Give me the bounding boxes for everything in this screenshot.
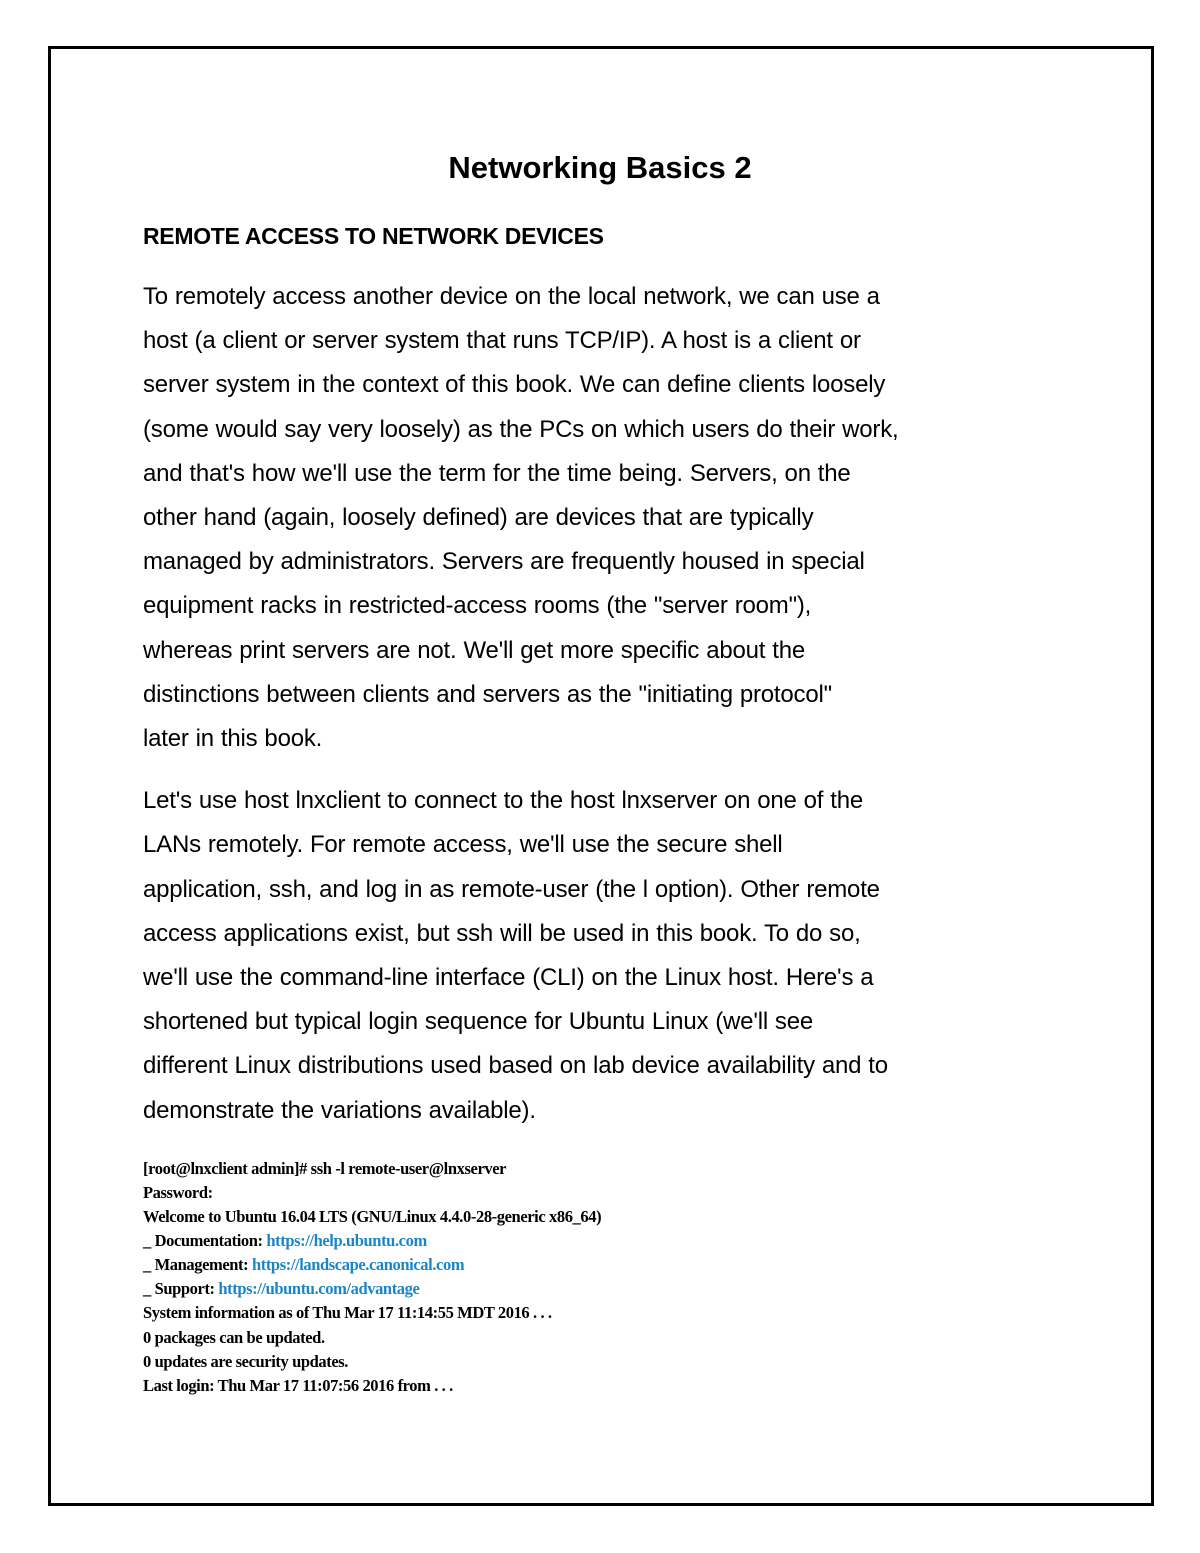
paragraph-remote-access-intro xyxy=(143,275,1073,761)
paragraph-line: LANs remotely. For remote access, we'll use the secure shell xyxy=(143,831,783,859)
paragraph-line: other hand (again, loosely defined) are devices that are typically xyxy=(143,504,814,532)
document-title: Networking Basics 2 xyxy=(448,150,752,185)
terminal-documentation-line xyxy=(143,1229,1073,1253)
paragraph-line: application, ssh, and log in as remote-user (the l option). Other remote xyxy=(143,875,880,903)
terminal-welcome: Welcome to Ubuntu 16.04 LTS (GNU/Linux 4.4.0-28-generic x86_64) xyxy=(143,1207,602,1227)
paragraph-line: different Linux distributions used based on lab device availability and to xyxy=(143,1052,888,1080)
paragraph-line: we'll use the command-line interface (CLI) on the Linux host. Here's a xyxy=(143,964,874,992)
paragraph-line: later in this book. xyxy=(143,725,323,753)
paragraph-line: equipment racks in restricted-access rooms (the "server room"), xyxy=(143,592,812,620)
paragraph-line: server system in the context of this book. We can define clients loosely xyxy=(143,371,886,399)
terminal-system-info: System information as of Thu Mar 17 11:14:55 MDT 2016 . . . xyxy=(143,1303,552,1323)
support-label: _ Support: xyxy=(143,1279,219,1299)
management-label: _ Management: xyxy=(143,1255,252,1275)
paragraph-line: access applications exist, but ssh will be used in this book. To do so, xyxy=(143,919,861,947)
paragraph-line: Let's use host lnxclient to connect to the host lnxserver on one of the xyxy=(143,787,863,815)
terminal-output xyxy=(143,1157,1073,1398)
document-content xyxy=(143,145,1073,1398)
paragraph-ssh-login xyxy=(143,779,1073,1133)
terminal-password-prompt: Password: xyxy=(143,1182,213,1202)
paragraph-line: shortened but typical login sequence for Ubuntu Linux (we'll see xyxy=(143,1008,814,1036)
paragraph-line: demonstrate the variations available). xyxy=(143,1096,536,1124)
paragraph-line: (some would say very loosely) as the PCs on which users do their work, xyxy=(143,415,899,443)
terminal-support-line xyxy=(143,1277,1073,1301)
paragraph-line: managed by administrators. Servers are frequently housed in special xyxy=(143,548,865,576)
paragraph-line: host (a client or server system that runs TCP/IP). A host is a client or xyxy=(143,327,861,355)
terminal-security-updates: 0 updates are security updates. xyxy=(143,1351,349,1371)
paragraph-line: whereas print servers are not. We'll get more specific about the xyxy=(143,636,805,664)
support-link[interactable]: https://ubuntu.com/advantage xyxy=(218,1279,420,1299)
terminal-command: [root@lnxclient admin]# ssh -l remote-user@lnxserver xyxy=(143,1158,507,1178)
paragraph-line: To remotely access another device on the local network, we can use a xyxy=(143,283,880,310)
terminal-management-line xyxy=(143,1253,1073,1277)
paragraph-line: and that's how we'll use the term for the time being. Servers, on the xyxy=(143,459,851,487)
terminal-packages: 0 packages can be updated. xyxy=(143,1327,325,1347)
documentation-link[interactable]: https://help.ubuntu.com xyxy=(266,1231,427,1251)
terminal-last-login: Last login: Thu Mar 17 11:07:56 2016 from . . . xyxy=(143,1375,453,1395)
paragraph-line: distinctions between clients and servers as the "initiating protocol" xyxy=(143,680,832,708)
documentation-label: _ Documentation: xyxy=(143,1231,267,1251)
management-link[interactable]: https://landscape.canonical.com xyxy=(251,1255,465,1275)
section-heading: REMOTE ACCESS TO NETWORK DEVICES xyxy=(143,223,604,249)
